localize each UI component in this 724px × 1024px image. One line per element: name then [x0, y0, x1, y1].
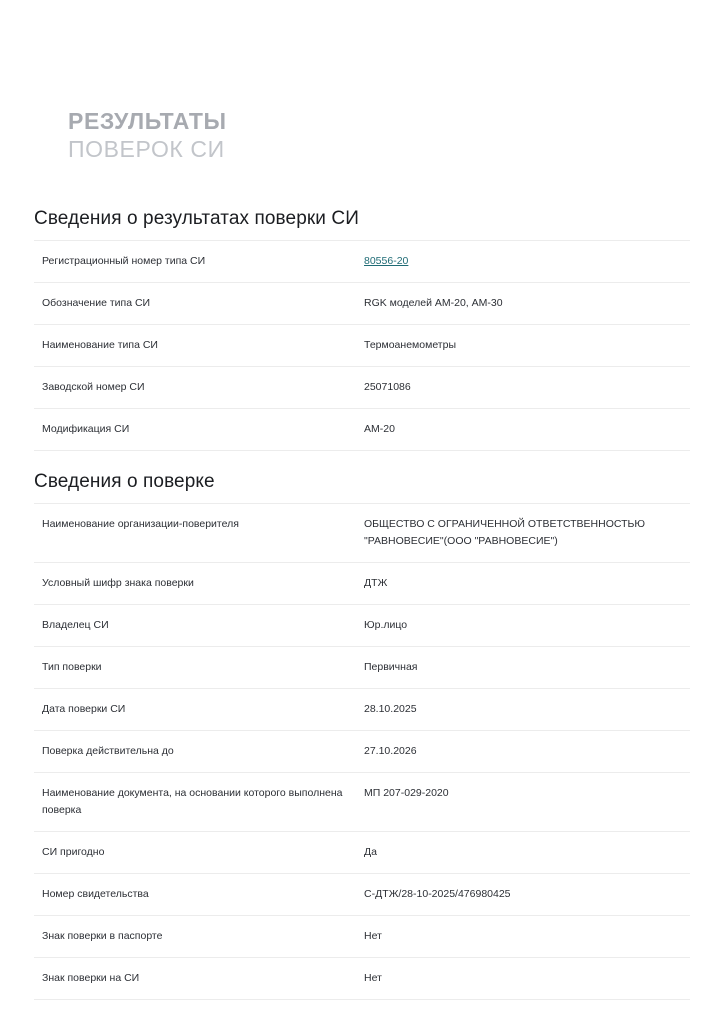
row-value: Да [364, 846, 377, 858]
row-value: МП 207-029-2020 [364, 787, 449, 799]
row-value: 28.10.2025 [364, 703, 417, 715]
table-row [34, 605, 690, 647]
row-value: Нет [364, 972, 382, 984]
row-value: ОБЩЕСТВО С ОГРАНИЧЕННОЙ ОТВЕТСТВЕННОСТЬЮ "РАВНОВЕСИЕ"(ООО "РАВНОВЕСИЕ") [364, 518, 646, 547]
section-title: Сведения о результатах поверки СИ [34, 208, 359, 229]
masthead-line-secondary: ПОВЕРОК СИ [68, 136, 225, 163]
row-label: Наименование организации-поверителя [42, 518, 239, 530]
table-row [34, 325, 690, 367]
row-value [364, 253, 690, 270]
row-value: АМ-20 [364, 423, 395, 435]
row-value: ДТЖ [364, 577, 388, 589]
table-row [34, 958, 690, 1000]
row-label: Наименование документа, на основании которого выполнена поверка [42, 787, 343, 816]
row-value: RGK моделей АМ-20, АМ-30 [364, 297, 503, 309]
row-value: Нет [364, 930, 382, 942]
table-row [34, 409, 690, 451]
row-label: Регистрационный номер типа СИ [42, 255, 206, 267]
document-content [0, 208, 724, 1000]
row-value: Юр.лицо [364, 619, 408, 631]
row-label: Обозначение типа СИ [42, 297, 151, 309]
table-row [34, 731, 690, 773]
table-row [34, 647, 690, 689]
table-row [34, 241, 690, 283]
row-label: Знак поверки в паспорте [42, 930, 163, 942]
table-row [34, 367, 690, 409]
info-table [34, 503, 690, 1000]
masthead-line-primary: РЕЗУЛЬТАТЫ [68, 108, 227, 134]
table-row [34, 874, 690, 916]
table-row [34, 504, 690, 563]
row-label: Номер свидетельства [42, 888, 149, 900]
row-value: Первичная [364, 661, 418, 673]
registration-number-link[interactable]: 80556-20 [364, 255, 409, 267]
info-section [0, 208, 724, 451]
row-label: СИ пригодно [42, 846, 105, 858]
row-label: Условный шифр знака поверки [42, 577, 194, 589]
row-value: Термоанемометры [364, 339, 457, 351]
table-row [34, 916, 690, 958]
table-row [34, 689, 690, 731]
table-row [34, 832, 690, 874]
info-table [34, 240, 690, 451]
row-label: Дата поверки СИ [42, 703, 126, 715]
row-value: С-ДТЖ/28-10-2025/476980425 [364, 888, 511, 900]
table-row [34, 563, 690, 605]
table-row [34, 283, 690, 325]
row-label: Заводской номер СИ [42, 381, 145, 393]
row-value: 25071086 [364, 381, 411, 393]
section-title: Сведения о поверке [34, 471, 215, 492]
info-section [0, 471, 724, 1000]
row-label: Знак поверки на СИ [42, 972, 140, 984]
table-row [34, 773, 690, 832]
row-label: Поверка действительна до [42, 745, 174, 757]
row-label: Владелец СИ [42, 619, 109, 631]
masthead-logo [68, 108, 227, 162]
row-value: 27.10.2026 [364, 745, 417, 757]
row-label: Модификация СИ [42, 423, 130, 435]
row-label: Тип поверки [42, 661, 102, 673]
row-label: Наименование типа СИ [42, 339, 158, 351]
